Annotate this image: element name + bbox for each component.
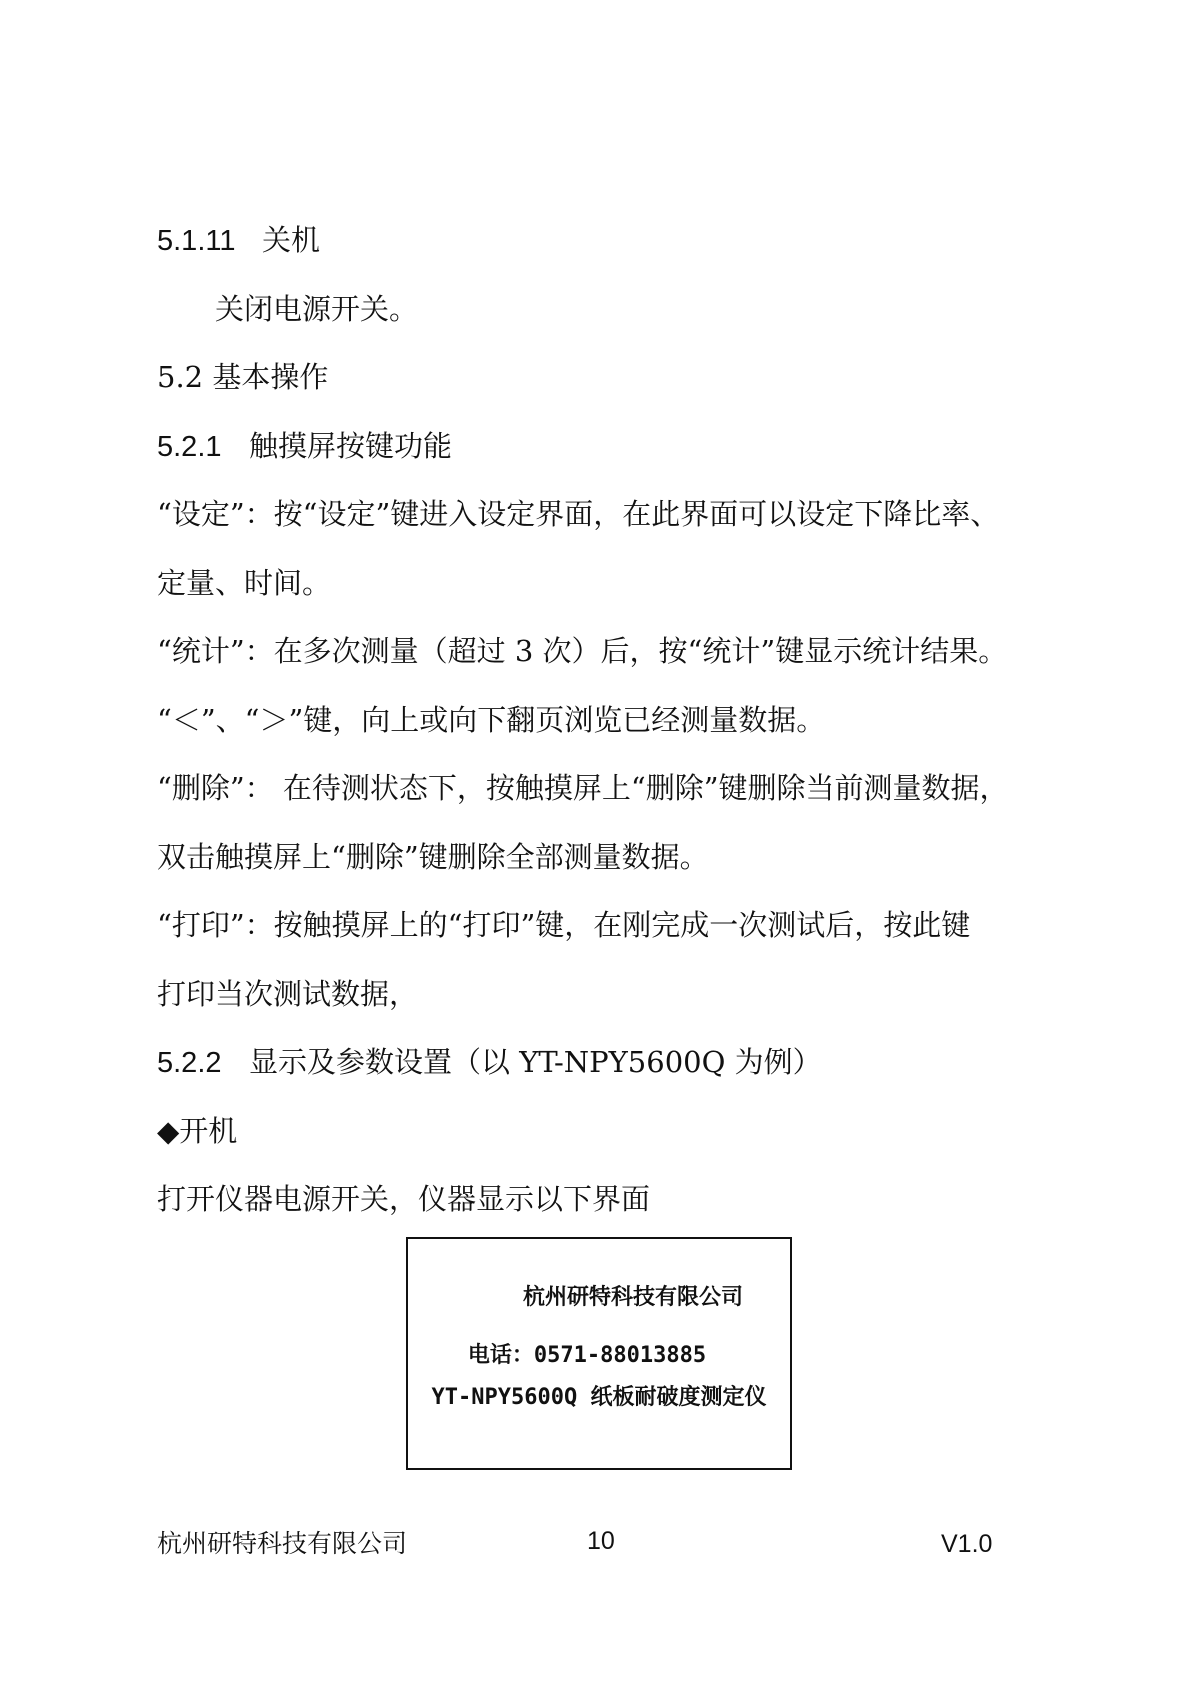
paragraph-line: “设定”：按“设定”键进入设定界面，在此界面可以设定下降比率、 (157, 497, 1000, 531)
footer-version: V1.0 (941, 1530, 993, 1558)
section-title: 触摸屏按键功能 (249, 429, 453, 463)
paragraph-line: 双击触摸屏上“删除”键删除全部测量数据。 (157, 840, 709, 874)
power-on-body: 打开仪器电源开关，仪器显示以下界面 (157, 1182, 651, 1216)
section-number: 5.1.11 (157, 225, 236, 257)
section-5-1-11-body: 关闭电源开关。 (215, 292, 419, 326)
paragraph-line: “统计”：在多次测量（超过 3 次）后，按“统计”键显示统计结果。 (157, 634, 1008, 668)
section-5-1-11-heading (157, 220, 320, 261)
section-number: 5.2.2 (157, 1047, 222, 1079)
section-number: 5.2.1 (157, 431, 222, 463)
paragraph-line: “打印”：按触摸屏上的“打印”键，在刚完成一次测试后，按此键 (157, 908, 971, 942)
section-title: 关机 (262, 223, 321, 257)
device-screen-illustration (406, 1237, 792, 1470)
footer-page-number: 10 (587, 1527, 615, 1555)
footer-company: 杭州研特科技有限公司 (157, 1529, 408, 1558)
screen-product: YT-NPY5600Q 纸板耐破度测定仪 (431, 1385, 767, 1410)
paragraph-line: “＜”、“＞”键，向上或向下翻页浏览已经测量数据。 (157, 703, 826, 737)
section-5-2-2-heading (157, 1042, 822, 1083)
power-on-heading: ◆开机 (157, 1114, 238, 1148)
screen-phone: 电话：0571-88013885 (467, 1343, 707, 1368)
paragraph-line: 打印当次测试数据， (157, 977, 419, 1011)
paragraph-line: “删除”： 在待测状态下，按触摸屏上“删除”键删除当前测量数据， (157, 771, 1009, 805)
paragraph-line: 定量、时间。 (157, 566, 332, 600)
screen-company: 杭州研特科技有限公司 (522, 1285, 743, 1310)
section-5-2-1-heading (157, 426, 452, 467)
section-title: 显示及参数设置（以 YT-NPY5600Q 为例） (249, 1045, 822, 1079)
section-5-2-heading: 5.2 基本操作 (157, 360, 329, 394)
